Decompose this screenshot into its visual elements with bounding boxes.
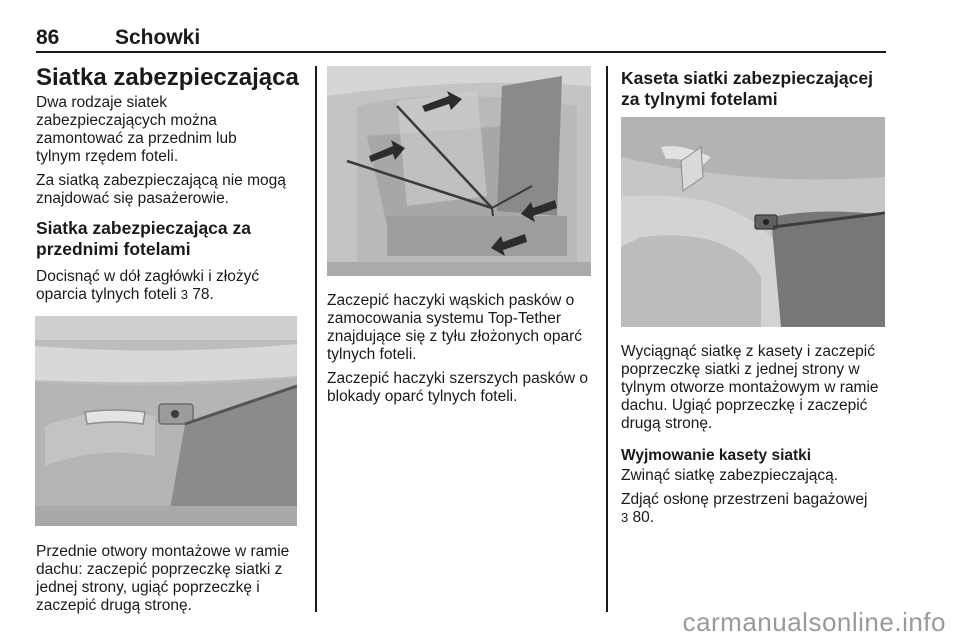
paragraph-text: Zdjąć osłonę przestrzeni bagażowej: [621, 491, 868, 508]
paragraph-text: Docisnąć w dół zagłówki i złożyć oparcia tylnych foteli: [36, 268, 260, 303]
section-title: Schowki: [115, 26, 201, 49]
paragraph: [36, 268, 300, 304]
paragraph: [621, 491, 889, 527]
figure-roof-mount: [35, 316, 297, 526]
figure-cassette: [621, 117, 885, 327]
paragraph: Wyciągnąć siatkę z kasety i zaczepić poprzeczkę siatki z jednej strony w tylnym otworze montażowym w ramie dachu. Ugiąć poprzeczkę i zaczepić drugą stronę.: [621, 343, 879, 432]
column-3-text: [621, 343, 889, 533]
figure-caption: [36, 543, 300, 621]
page-ref-icon: 3: [180, 287, 188, 302]
page-ref[interactable]: 78.: [192, 286, 214, 303]
page-ref-icon: 3: [621, 510, 629, 525]
section-heading: Siatka zabezpieczająca: [36, 64, 299, 91]
column-divider: [606, 66, 608, 612]
caption-text: Przednie otwory montażowe w ramie dachu: zaczepić poprzeczkę siatki z jednej strony, ugiąć poprzeczkę i zaczepić drugą stronę.: [36, 543, 290, 614]
subheading: Wyjmowanie kasety siatki: [621, 447, 812, 464]
paragraph: Zwinąć siatkę zabezpieczającą.: [621, 467, 839, 484]
paragraph: Za siatką zabezpieczającą nie mogą znajdować się pasażerowie.: [36, 172, 286, 207]
column-3: [621, 68, 889, 118]
column-1: [36, 64, 300, 310]
subheading: Kaseta siatki zabezpieczającej za tylnymi fotelami: [621, 68, 873, 109]
paragraph: Zaczepić haczyki wąskich pasków o zamocowania systemu Top-Tether znajdujące się z tyłu złożonych oparć tylnych foteli.: [327, 292, 583, 363]
page-ref[interactable]: 80.: [632, 509, 655, 526]
figure-tether-straps: [327, 66, 591, 276]
header-rule: [36, 51, 886, 53]
watermark: carmanualsonline.info: [682, 607, 946, 637]
subheading: Siatka zabezpieczająca za przednimi fotelami: [36, 218, 251, 259]
paragraph: Dwa rodzaje siatek zabezpieczających można zamontować za przednim lub tylnym rzędem foteli.: [36, 94, 237, 165]
paragraph: Zaczepić haczyki szerszych pasków o blokady oparć tylnych foteli.: [327, 370, 589, 405]
page-number: 86: [36, 26, 60, 49]
column-2-text: [327, 292, 597, 412]
column-divider: [315, 66, 317, 612]
